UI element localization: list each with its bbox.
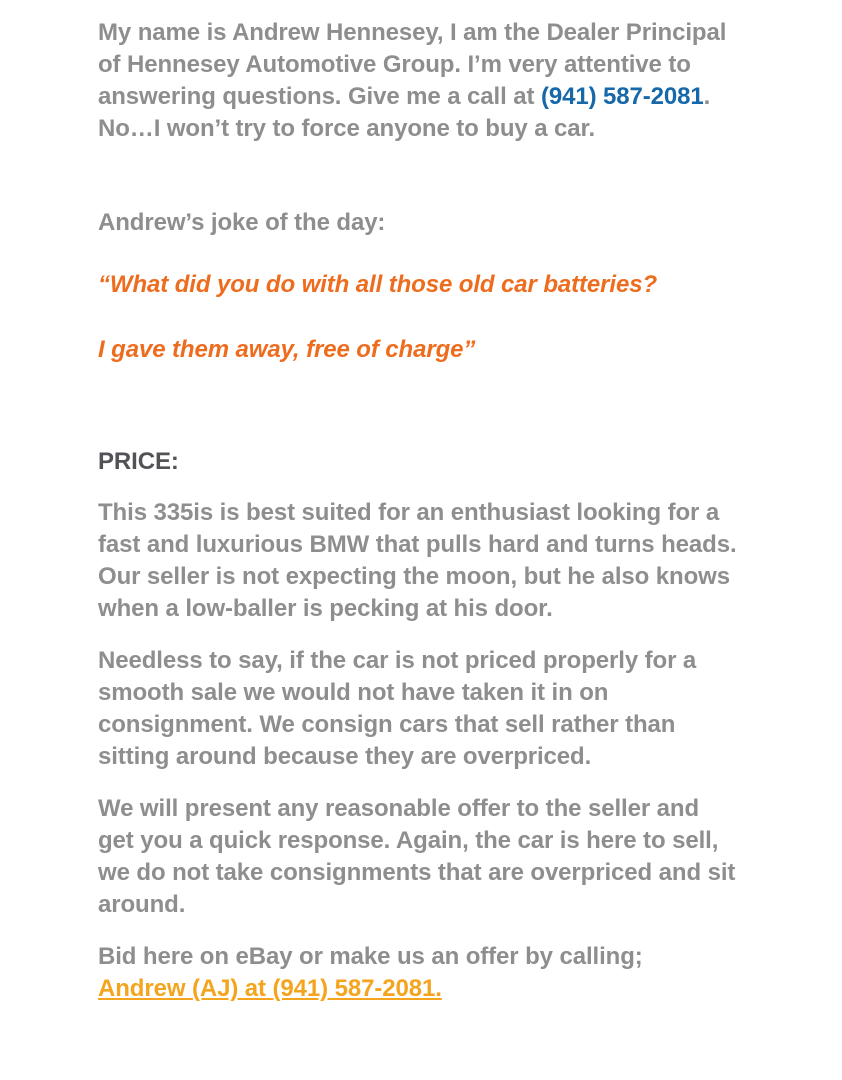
cta-paragraph (98, 941, 740, 1005)
joke-punchline: I gave them away, free of charge” (98, 336, 476, 363)
listing-description-content (98, 17, 740, 1025)
price-paragraph-3: We will present any reasonable offer to the seller and get you a quick response. Again, the car is here to sell, we do not take consignments that are overpriced and sit around. (98, 795, 736, 918)
intro-paragraph (98, 17, 740, 145)
price-paragraph-1: This 335is is best suited for an enthusiast looking for a fast and luxurious BMW that pulls hard and turns heads. Our seller is not expecting the moon, but he also knows when a low-baller is pecking at his door. (98, 499, 737, 622)
joke-heading: Andrew’s joke of the day: (98, 209, 386, 236)
cta-lead-text: Bid here on eBay or make us an offer by calling; (98, 943, 643, 970)
intro-text-before-phone: My name is Andrew Hennesey, I am the Dealer Principal of Hennesey Automotive Group. I’m very attentive to answering questions. Give me a call at (98, 19, 727, 110)
price-section-heading: PRICE: (98, 448, 179, 475)
phone-number-link[interactable]: (941) 587-2081 (540, 83, 704, 110)
price-paragraph-2: Needless to say, if the car is not priced properly for a smooth sale we would not have taken it in on consignment. We consign cars that sell rather than sitting around because they are overpriced. (98, 647, 697, 770)
cta-phone-link[interactable]: Andrew (AJ) at (941) 587-2081. (98, 975, 442, 1002)
joke-question: “What did you do with all those old car batteries? (98, 271, 658, 298)
intro-text-after-phone: . No…I won’t try to force anyone to buy a car. (98, 83, 711, 142)
